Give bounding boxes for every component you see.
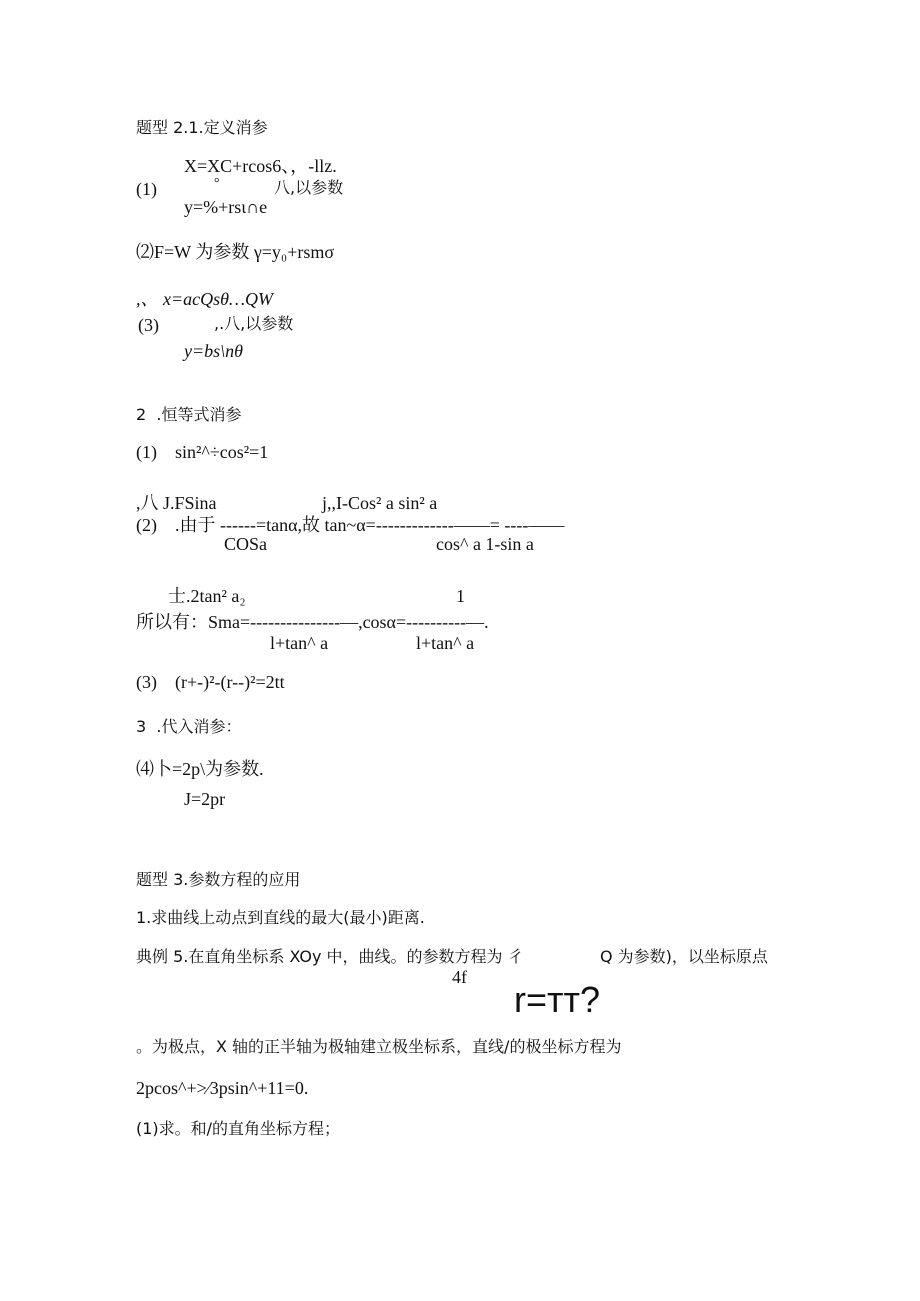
equation-fragment: 4f xyxy=(452,967,467,987)
equation-line: (2) .由于 ------=tanα,故 tan~α=-------------——= ----—— xyxy=(136,515,565,535)
equation-line: ⑵F=W 为参数 γ=y₀+rsmσ xyxy=(136,242,335,262)
equation-line: cos^ a 1-sin a xyxy=(436,534,534,554)
section-heading-2-1: 题型 2.1.定义消参 xyxy=(136,118,268,137)
section-heading-type-3: 题型 3.参数方程的应用 xyxy=(136,870,301,889)
equation-line: 2pcos^+>∕3psin^+11=0. xyxy=(136,1078,309,1098)
equation-line: l+tan^ a xyxy=(270,633,329,653)
equation-line: (3) (r+-)²-(r--)²=2tt xyxy=(136,672,285,692)
equation-line: y=%+rsι∩e xyxy=(184,197,268,217)
example-text: 典例 5.在直角坐标系 XOy 中，曲线。的参数方程为 彳 xyxy=(136,947,524,966)
equation-line: J=2pr xyxy=(184,789,226,809)
equation-line: l+tan^ a xyxy=(416,633,475,653)
equation-line: ,、 x=acQsθ…QW xyxy=(136,289,273,309)
equation-line: 1 xyxy=(456,586,465,606)
section-heading-2: 2 .恒等式消参 xyxy=(136,405,242,424)
equation-note: ,.八,以参数 xyxy=(214,314,294,333)
subheading: 1.求曲线上动点到直线的最大(最小)距离. xyxy=(136,908,425,927)
paragraph-text: 。为极点，X 轴的正半轴为极轴建立极坐标系，直线/的极坐标方程为 xyxy=(136,1037,622,1056)
equation-line: 所以有：Sma=---------------—,cosα=----------—. xyxy=(136,612,489,632)
equation-line: j,,I-Cos² a sin² a xyxy=(322,493,438,513)
equation-line: COSa xyxy=(224,534,268,554)
equation-line: X=XC+rcos6、，-llz. xyxy=(184,156,337,176)
large-formula: r=тт? xyxy=(514,979,601,1020)
equation-line: ⑷卜=2p\为参数. xyxy=(136,759,264,779)
item-number: (3) xyxy=(138,315,159,335)
equation-note: 八,以参数 xyxy=(274,178,344,197)
section-heading-3: 3 .代入消参： xyxy=(136,717,242,736)
question-text: (1)求。和/的直角坐标方程； xyxy=(136,1119,341,1138)
item-number: (1) xyxy=(136,179,157,199)
equation-line: ,八 J.FSina xyxy=(136,493,217,513)
degree-mark: ° xyxy=(214,176,220,191)
equation-line: (1) sin²^÷cos²=1 xyxy=(136,442,269,462)
example-text: Q 为参数)，以坐标原点 xyxy=(600,947,768,966)
equation-line: y=bs\nθ xyxy=(184,341,243,361)
equation-line: 士.2tan² a₂ xyxy=(168,586,246,606)
